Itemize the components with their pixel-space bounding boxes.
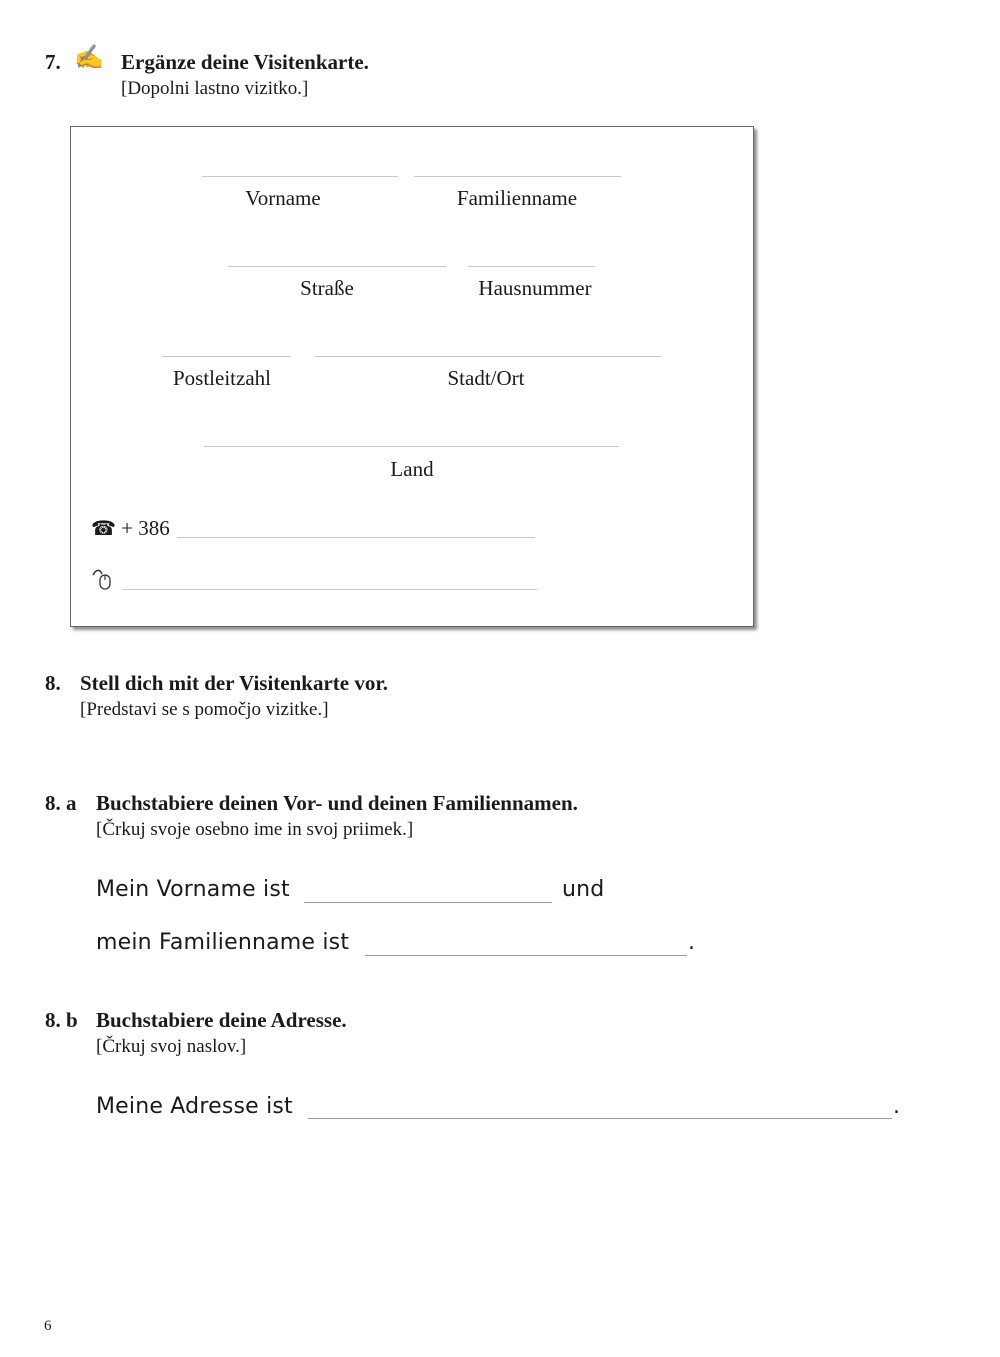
familienname-blank[interactable] (365, 955, 687, 956)
task8b-number: 8. b (45, 1008, 78, 1032)
vorname-blank[interactable] (304, 902, 552, 903)
street-label: Straße (300, 276, 354, 300)
vorname-sentence-start: Mein Vorname ist (96, 877, 290, 902)
phone-row (91, 516, 170, 541)
vorname-sentence-end: und (562, 877, 605, 902)
task7-translation: [Dopolni lastno vizitko.] (121, 78, 309, 99)
adresse-sentence-start: Meine Adresse ist (96, 1094, 293, 1119)
street-line[interactable] (228, 266, 447, 267)
last-name-line[interactable] (414, 176, 621, 177)
phone-line[interactable] (177, 537, 535, 538)
familienname-sentence-start: mein Familienname ist (96, 930, 350, 955)
email-line[interactable] (122, 589, 537, 590)
country-label: Land (390, 457, 434, 481)
mouse-icon (91, 567, 113, 591)
task7-number: 7. (45, 50, 61, 74)
task8a-translation: [Črkuj svoje osebno ime in svoj priimek.] (96, 819, 414, 840)
city-label: Stadt/Ort (447, 366, 525, 390)
first-name-label: Vorname (245, 186, 321, 210)
task8-translation: [Predstavi se s pomočjo vizitke.] (80, 699, 329, 720)
task8-number: 8. (45, 671, 61, 695)
task8-title: Stell dich mit der Visitenkarte vor. (80, 671, 388, 695)
adresse-blank[interactable] (308, 1118, 892, 1119)
familienname-sentence-end: . (688, 930, 696, 955)
adresse-sentence-end: . (893, 1094, 901, 1119)
house-number-label: Hausnummer (478, 276, 592, 300)
first-name-line[interactable] (202, 176, 398, 177)
postal-code-line[interactable] (162, 356, 290, 357)
house-number-line[interactable] (468, 266, 595, 267)
telephone-icon: ☎ (91, 516, 116, 540)
phone-prefix: + 386 (121, 516, 170, 540)
pencil-writing-icon: ✍ (74, 45, 104, 71)
country-line[interactable] (204, 446, 619, 447)
postal-code-label: Postleitzahl (173, 366, 271, 390)
task8a-title: Buchstabiere deinen Vor- und deinen Familiennamen. (96, 791, 578, 815)
last-name-label: Familienname (456, 186, 578, 210)
page-number: 6 (44, 1318, 52, 1334)
task8a-number: 8. a (45, 791, 77, 815)
business-card (70, 126, 754, 627)
city-line[interactable] (315, 356, 661, 357)
task8b-translation: [Črkuj svoj naslov.] (96, 1036, 247, 1057)
task8b-title: Buchstabiere deine Adresse. (96, 1008, 347, 1032)
task7-title: Ergänze deine Visitenkarte. (121, 50, 369, 74)
